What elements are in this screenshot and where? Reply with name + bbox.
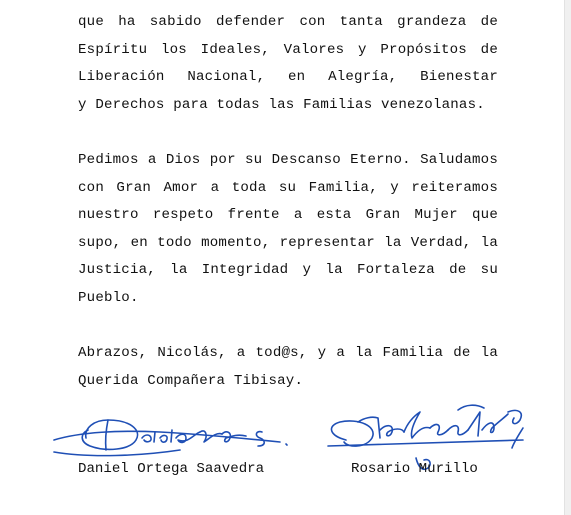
signature-daniel-ortega (50, 408, 310, 468)
paragraph-closing-tribute (78, 9, 498, 119)
text-line: Liberación Nacional, en Alegría, Bienestar (78, 69, 498, 85)
text-line: Justicia, la Integridad y la Fortaleza de su (78, 262, 498, 278)
text-line: con Gran Amor a toda su Familia, y reiteramos (78, 179, 498, 196)
paragraph-condolence (78, 147, 498, 312)
signer-name-daniel-ortega: Daniel Ortega Saavedra (78, 461, 265, 477)
text-line: Querida Compañera Tibisay. (78, 372, 304, 389)
text-line: Pedimos a Dios por su Descanso Eterno. Saludamos (78, 152, 498, 168)
text-line: y Derechos para todas las Familias venezolanas. (78, 96, 485, 113)
text-line: Pueblo. (78, 289, 139, 306)
vertical-scrollbar[interactable] (564, 0, 571, 515)
signer-name-rosario-murillo: Rosario Murillo (351, 461, 478, 477)
text-line: Espíritu los Ideales, Valores y Propósitos de (78, 41, 498, 58)
text-line: Abrazos, Nicolás, a tod@s, y a la Familia de la (78, 345, 498, 361)
text-line: que ha sabido defender con tanta grandeza de (78, 14, 498, 30)
paragraph-farewell (78, 340, 498, 395)
text-line: supo, en todo momento, representar la Verdad, la (78, 234, 498, 251)
text-line: nuestro respeto frente a esta Gran Mujer que (78, 207, 498, 223)
